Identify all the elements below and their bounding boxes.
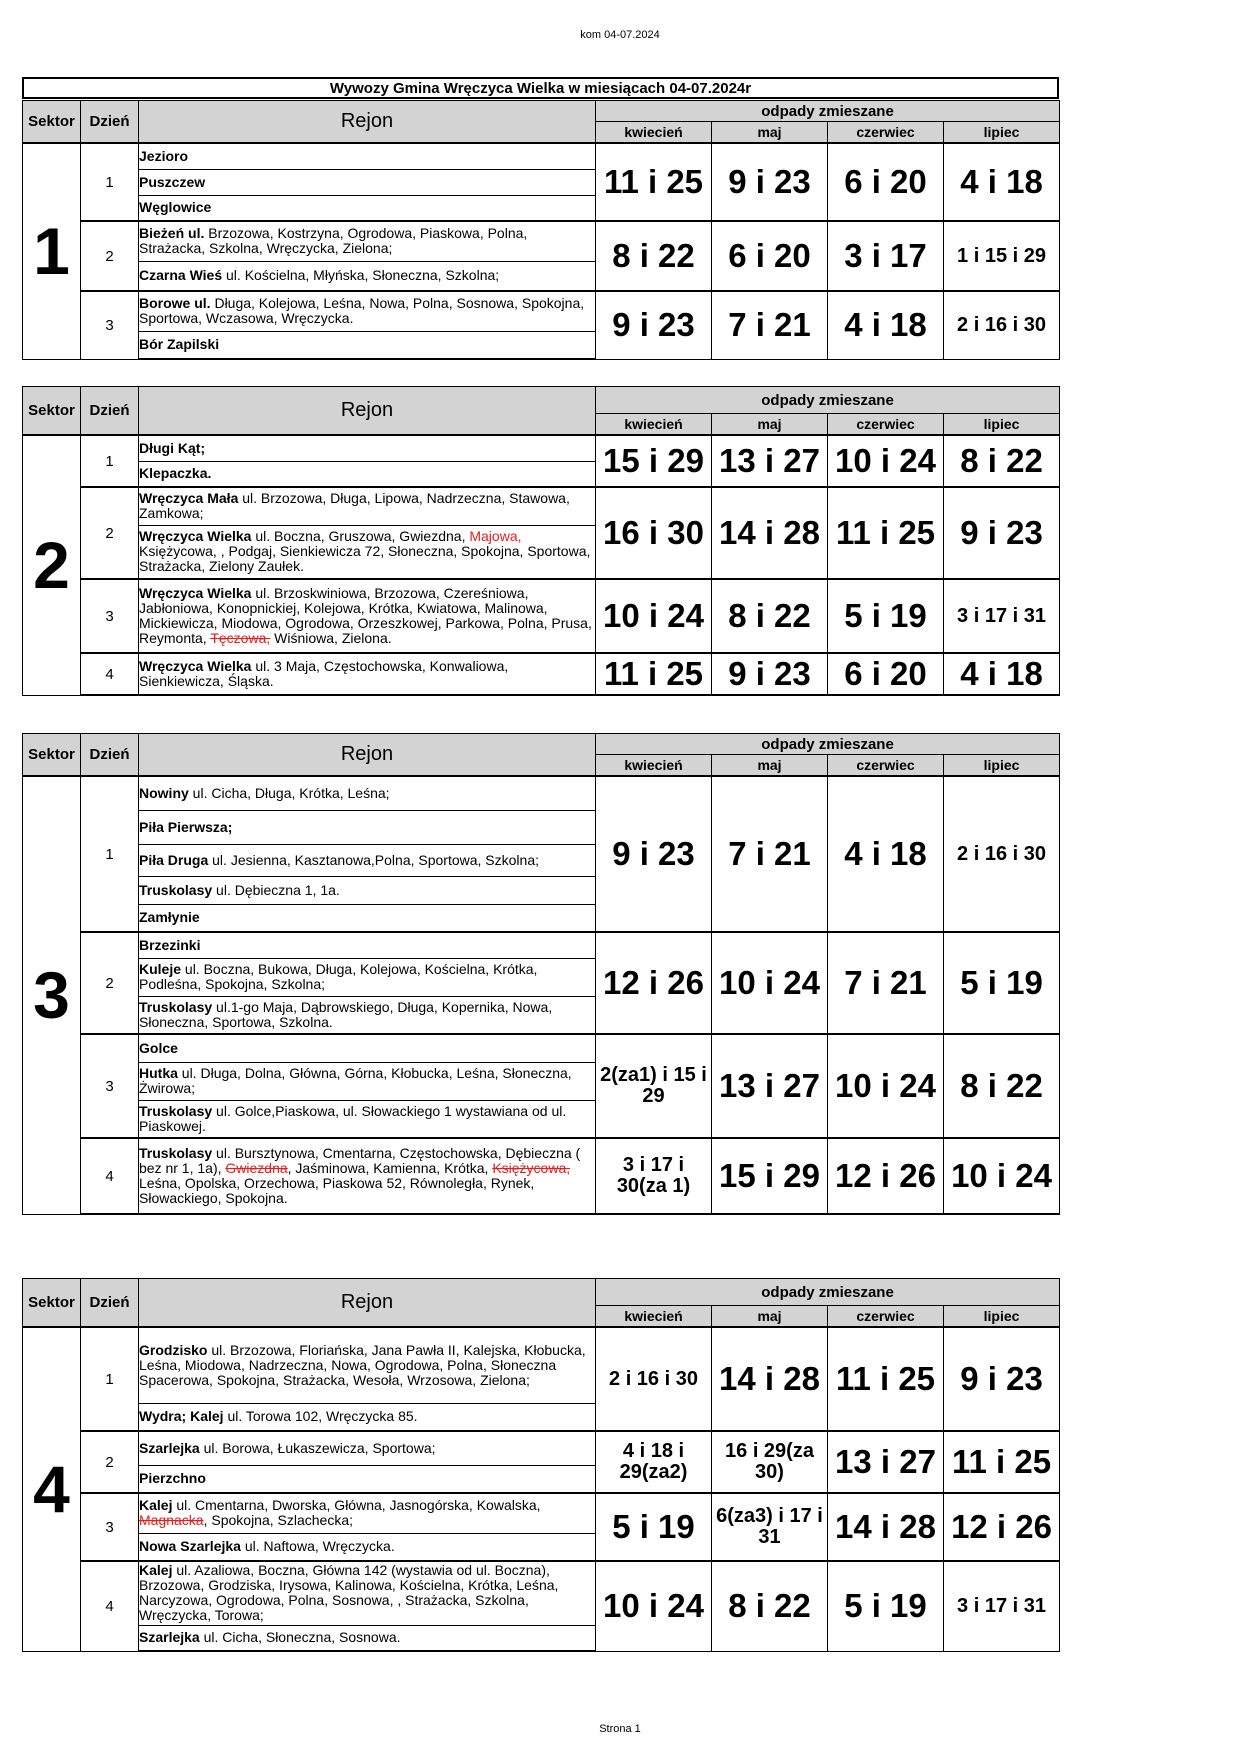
- date-april: 2 i 16 i 30: [596, 1327, 712, 1431]
- header-month-july: lipiec: [944, 122, 1060, 144]
- day-number: 2: [81, 1431, 139, 1493]
- date-july: 8 i 22: [944, 435, 1060, 487]
- date-april: 11 i 25: [596, 143, 712, 221]
- header-odpady: odpady zmieszane: [596, 734, 1060, 755]
- date-july: 9 i 23: [944, 487, 1060, 579]
- sector-number: 4: [23, 1327, 81, 1651]
- header-month-may: maj: [712, 122, 828, 144]
- date-june: 10 i 24: [828, 435, 944, 487]
- header-rejon: Rejon: [139, 101, 596, 144]
- date-july: 4 i 18: [944, 143, 1060, 221]
- day-number: 2: [81, 487, 139, 579]
- date-july: 3 i 17 i 31: [944, 579, 1060, 653]
- date-july: 9 i 23: [944, 1327, 1060, 1431]
- sector-number: 2: [23, 435, 81, 695]
- header-sektor: Sektor: [23, 387, 81, 436]
- date-may: 16 i 29(za 30): [712, 1431, 828, 1493]
- day-number: 4: [81, 1561, 139, 1651]
- header-month-april: kwiecień: [596, 1306, 712, 1328]
- sector-table-4: [22, 1278, 1060, 1652]
- date-july: 2 i 16 i 30: [944, 776, 1060, 932]
- date-april: 3 i 17 i 30(za 1): [596, 1138, 712, 1214]
- rejon-cell: Truskolasy ul. Dębieczna 1, 1a.: [139, 876, 596, 904]
- sector-number: 3: [23, 776, 81, 1214]
- date-june: 10 i 24: [828, 1034, 944, 1138]
- header-month-april: kwiecień: [596, 122, 712, 144]
- header-note: kom 04-07.2024: [580, 29, 660, 41]
- date-may: 15 i 29: [712, 1138, 828, 1214]
- rejon-cell: Piła Druga ul. Jesienna, Kasztanowa,Polna, Sportowa, Szkolna;: [139, 844, 596, 876]
- header-month-may: maj: [712, 1306, 828, 1328]
- date-may: 8 i 22: [712, 1561, 828, 1651]
- rejon-cell: Wręczyca Mała ul. Brzozowa, Długa, Lipowa, Nadrzeczna, Stawowa, Zamkowa;: [139, 487, 596, 525]
- rejon-cell: Brzezinki: [139, 932, 596, 958]
- date-april: 10 i 24: [596, 579, 712, 653]
- rejon-cell: Kalej ul. Cmentarna, Dworska, Główna, Jasnogórska, Kowalska, Magnacka, Spokojna, Szlachecka;: [139, 1493, 596, 1533]
- header-dzien: Dzień: [81, 387, 139, 436]
- date-april: 15 i 29: [596, 435, 712, 487]
- sector-table-3: [22, 733, 1060, 1215]
- date-july: 10 i 24: [944, 1138, 1060, 1214]
- date-july: 8 i 22: [944, 1034, 1060, 1138]
- rejon-cell: Piła Pierwsza;: [139, 810, 596, 844]
- header-month-june: czerwiec: [828, 1306, 944, 1328]
- date-april: 4 i 18 i 29(za2): [596, 1431, 712, 1493]
- rejon-cell: Borowe ul. Długa, Kolejowa, Leśna, Nowa, Polna, Sosnowa, Spokojna, Sportowa, Wczasowa, Wręczycka.: [139, 291, 596, 331]
- day-number: 3: [81, 291, 139, 359]
- rejon-cell: Wręczyca Wielka ul. Brzoskwiniowa, Brzozowa, Czereśniowa, Jabłoniowa, Konopnickiej, Kolejowa, Krótka, Kwiatowa, Malinowa, Mickiewicza, Miodowa, Ogrodowa, Orzeszkowej, Parkowa, Polna, Prusa, Reymonta, Tęczowa, Wiśniowa, Zielona.: [139, 579, 596, 653]
- header-odpady: odpady zmieszane: [596, 1279, 1060, 1306]
- rejon-cell: Kalej ul. Azaliowa, Boczna, Główna 142 (wystawia od ul. Boczna), Brzozowa, Grodziska, Irysowa, Kalinowa, Kościelna, Krótka, Leśna, Narcyzowa, Ogrodowa, Polna, Sosnowa, , Strażacka, Szkolna, Wręczycka, Torowa;: [139, 1561, 596, 1625]
- date-may: 6 i 20: [712, 221, 828, 291]
- header-month-july: lipiec: [944, 1306, 1060, 1328]
- date-may: 14 i 28: [712, 487, 828, 579]
- date-april: 2(za1) i 15 i 29: [596, 1034, 712, 1138]
- day-number: 1: [81, 435, 139, 487]
- header-month-june: czerwiec: [828, 755, 944, 777]
- date-may: 9 i 23: [712, 653, 828, 695]
- sector-number: 1: [23, 143, 81, 359]
- rejon-cell: Pierzchno: [139, 1465, 596, 1493]
- date-june: 6 i 20: [828, 143, 944, 221]
- date-april: 16 i 30: [596, 487, 712, 579]
- date-june: 12 i 26: [828, 1138, 944, 1214]
- header-rejon: Rejon: [139, 1279, 596, 1328]
- rejon-cell: Nowa Szarlejka ul. Naftowa, Wręczycka.: [139, 1533, 596, 1561]
- rejon-cell: Wręczyca Wielka ul. 3 Maja, Częstochowska, Konwaliowa, Sienkiewicza, Śląska.: [139, 653, 596, 695]
- rejon-cell: Długi Kąt;: [139, 435, 596, 461]
- date-may: 7 i 21: [712, 776, 828, 932]
- day-number: 3: [81, 1493, 139, 1561]
- rejon-cell: Szarlejka ul. Cicha, Słoneczna, Sosnowa.: [139, 1625, 596, 1651]
- header-odpady: odpady zmieszane: [596, 101, 1060, 122]
- day-number: 1: [81, 776, 139, 932]
- rejon-cell: Wydra; Kalej ul. Torowa 102, Wręczycka 85.: [139, 1403, 596, 1431]
- rejon-cell: Zamłynie: [139, 904, 596, 932]
- day-number: 2: [81, 932, 139, 1034]
- day-number: 4: [81, 1138, 139, 1214]
- header-month-april: kwiecień: [596, 414, 712, 436]
- header-month-june: czerwiec: [828, 122, 944, 144]
- header-month-may: maj: [712, 755, 828, 777]
- rejon-cell: Kuleje ul. Boczna, Bukowa, Długa, Kolejowa, Kościelna, Krótka, Podleśna, Spokojna, Szkolna;: [139, 958, 596, 996]
- day-number: 2: [81, 221, 139, 291]
- date-june: 7 i 21: [828, 932, 944, 1034]
- date-june: 13 i 27: [828, 1431, 944, 1493]
- rejon-cell: Szarlejka ul. Borowa, Łukaszewicza, Sportowa;: [139, 1431, 596, 1465]
- header-rejon: Rejon: [139, 387, 596, 436]
- rejon-cell: Klepaczka.: [139, 461, 596, 487]
- header-odpady: odpady zmieszane: [596, 387, 1060, 414]
- rejon-cell: Wręczyca Wielka ul. Boczna, Gruszowa, Gwiezdna, Majowa, Księżycowa, , Podgaj, Sienkiewicza 72, Słoneczna, Spokojna, Sportowa, Strażacka, Zielony Zaułek.: [139, 525, 596, 579]
- header-sektor: Sektor: [23, 101, 81, 144]
- rejon-cell: Grodzisko ul. Brzozowa, Floriańska, Jana Pawła II, Kalejska, Kłobucka, Leśna, Miodowa, Nadrzeczna, Nowa, Ogrodowa, Polna, Słoneczna Spacerowa, Spokojna, Strażacka, Wesoła, Wrzosowa, Zielona;: [139, 1327, 596, 1403]
- date-april: 5 i 19: [596, 1493, 712, 1561]
- day-number: 3: [81, 1034, 139, 1138]
- date-july: 3 i 17 i 31: [944, 1561, 1060, 1651]
- rejon-cell: Truskolasy ul.1-go Maja, Dąbrowskiego, Długa, Kopernika, Nowa, Słoneczna, Sportowa, Szkolna.: [139, 996, 596, 1034]
- date-june: 6 i 20: [828, 653, 944, 695]
- day-number: 3: [81, 579, 139, 653]
- date-june: 4 i 18: [828, 291, 944, 359]
- rejon-cell: Hutka ul. Długa, Dolna, Główna, Górna, Kłobucka, Leśna, Słoneczna, Żwirowa;: [139, 1062, 596, 1100]
- header-month-july: lipiec: [944, 755, 1060, 777]
- date-june: 4 i 18: [828, 776, 944, 932]
- date-april: 9 i 23: [596, 776, 712, 932]
- header-month-june: czerwiec: [828, 414, 944, 436]
- day-number: 1: [81, 143, 139, 221]
- rejon-cell: Truskolasy ul. Golce,Piaskowa, ul. Słowackiego 1 wystawiana od ul. Piaskowej.: [139, 1100, 596, 1138]
- day-number: 4: [81, 653, 139, 695]
- date-april: 8 i 22: [596, 221, 712, 291]
- date-july: 5 i 19: [944, 932, 1060, 1034]
- rejon-cell: Puszczew: [139, 169, 596, 195]
- date-may: 13 i 27: [712, 1034, 828, 1138]
- date-may: 8 i 22: [712, 579, 828, 653]
- date-june: 11 i 25: [828, 1327, 944, 1431]
- date-may: 13 i 27: [712, 435, 828, 487]
- date-july: 12 i 26: [944, 1493, 1060, 1561]
- rejon-cell: Czarna Wieś ul. Kościelna, Młyńska, Słoneczna, Szkolna;: [139, 261, 596, 291]
- day-number: 1: [81, 1327, 139, 1431]
- rejon-cell: Bór Zapilski: [139, 331, 596, 359]
- date-june: 14 i 28: [828, 1493, 944, 1561]
- rejon-cell: Truskolasy ul. Bursztynowa, Cmentarna, Częstochowska, Dębieczna ( bez nr 1, 1a), Gwiezdna, Jaśminowa, Kamienna, Krótka, Księżycowa, Leśna, Opolska, Orzechowa, Piaskowa 52, Równoległa, Rynek, Słowackiego, Spokojna.: [139, 1138, 596, 1214]
- rejon-cell: Golce: [139, 1034, 596, 1062]
- date-june: 3 i 17: [828, 221, 944, 291]
- date-may: 6(za3) i 17 i 31: [712, 1493, 828, 1561]
- rejon-cell: Jezioro: [139, 143, 596, 169]
- rejon-cell: Bieżeń ul. Brzozowa, Kostrzyna, Ogrodowa, Piaskowa, Polna, Strażacka, Szkolna, Wręczycka, Zielona;: [139, 221, 596, 261]
- date-april: 10 i 24: [596, 1561, 712, 1651]
- header-month-april: kwiecień: [596, 755, 712, 777]
- date-june: 5 i 19: [828, 579, 944, 653]
- header-sektor: Sektor: [23, 1279, 81, 1328]
- date-may: 9 i 23: [712, 143, 828, 221]
- header-sektor: Sektor: [23, 734, 81, 777]
- date-june: 11 i 25: [828, 487, 944, 579]
- header-month-may: maj: [712, 414, 828, 436]
- sector-table-1: [22, 100, 1060, 360]
- date-april: 9 i 23: [596, 291, 712, 359]
- date-april: 12 i 26: [596, 932, 712, 1034]
- date-july: 11 i 25: [944, 1431, 1060, 1493]
- page-title: Wywozy Gmina Wręczyca Wielka w miesiącach 04-07.2024r: [22, 77, 1059, 99]
- rejon-cell: Węglowice: [139, 195, 596, 221]
- header-dzien: Dzień: [81, 734, 139, 777]
- date-may: 14 i 28: [712, 1327, 828, 1431]
- date-july: 2 i 16 i 30: [944, 291, 1060, 359]
- date-july: 1 i 15 i 29: [944, 221, 1060, 291]
- date-may: 7 i 21: [712, 291, 828, 359]
- header-dzien: Dzień: [81, 1279, 139, 1328]
- rejon-cell: Nowiny ul. Cicha, Długa, Krótka, Leśna;: [139, 776, 596, 810]
- date-july: 4 i 18: [944, 653, 1060, 695]
- date-april: 11 i 25: [596, 653, 712, 695]
- header-month-july: lipiec: [944, 414, 1060, 436]
- footer-page-number: Strona 1: [599, 1723, 641, 1735]
- date-june: 5 i 19: [828, 1561, 944, 1651]
- date-may: 10 i 24: [712, 932, 828, 1034]
- header-rejon: Rejon: [139, 734, 596, 777]
- sector-table-2: [22, 386, 1060, 696]
- header-dzien: Dzień: [81, 101, 139, 144]
